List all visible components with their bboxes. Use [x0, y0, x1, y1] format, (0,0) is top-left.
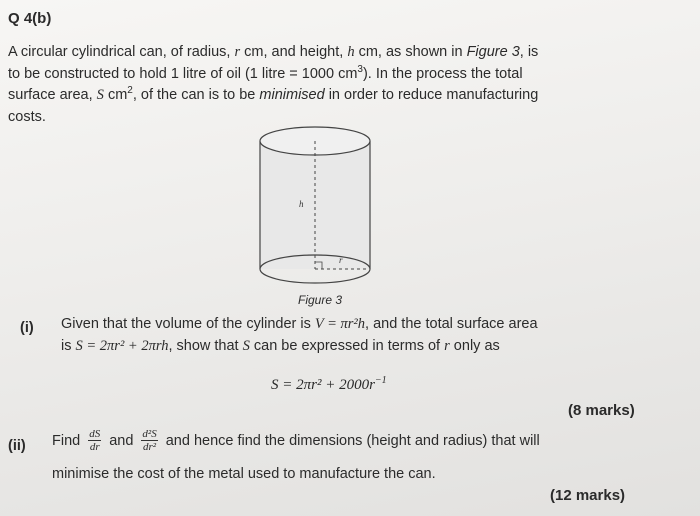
- frac1-numerator: dS: [89, 428, 101, 440]
- part-i-line-2: is S = 2πr² + 2πrh, show that S can be expressed in terms of r only as: [61, 338, 500, 354]
- second-derivative-fraction: [141, 428, 157, 453]
- cylinder-diagram: [255, 123, 375, 291]
- find-word: Find: [52, 432, 81, 449]
- problem-statement: [8, 42, 538, 128]
- first-derivative-fraction: [88, 428, 101, 453]
- part-ii-label: (ii): [8, 438, 26, 454]
- part-i-line-1: Given that the volume of the cylinder is V = πr²h, and the total surface area: [61, 316, 538, 332]
- intro-line-2: to be constructed to hold 1 litre of oil (1 litre = 1000 $cm^3$). In the process the total: [8, 63, 523, 82]
- radius-label: r: [339, 255, 343, 265]
- figure-caption: Figure 3: [298, 293, 343, 307]
- frac2-denominator: dr²: [143, 441, 157, 453]
- intro-line-1: A circular cylindrical can, of radius, r cm, and height, h cm, as shown in Figure 3, is: [8, 44, 539, 60]
- frac2-numerator: d²S: [142, 428, 157, 440]
- part-ii-marks: (12 marks): [550, 487, 626, 504]
- question-heading: Q 4(b): [8, 10, 52, 27]
- surface-area-formula: $S = 2\pi r^2 + 2000r^{-1}$: [271, 375, 387, 393]
- cylinder-figure: [255, 123, 375, 296]
- intro-line-3: surface area, S $cm^2$, of the can is to be minimised in order to reduce manufacturing: [8, 85, 539, 103]
- part-ii-line-1: [52, 428, 540, 453]
- part-i-label: (i): [20, 320, 34, 336]
- and-word: and: [109, 432, 134, 449]
- intro-line-4: costs.: [8, 108, 46, 125]
- part-i-marks: (8 marks): [568, 402, 635, 419]
- height-label: h: [299, 199, 304, 209]
- frac1-denominator: dr: [89, 441, 100, 453]
- part-ii-line-2: minimise the cost of the metal used to manufacture the can.: [52, 466, 436, 482]
- cylinder-bottom-front-arc: [260, 269, 370, 283]
- part-ii-line-1-rest: and hence find the dimensions (height and radius) that will: [165, 432, 540, 449]
